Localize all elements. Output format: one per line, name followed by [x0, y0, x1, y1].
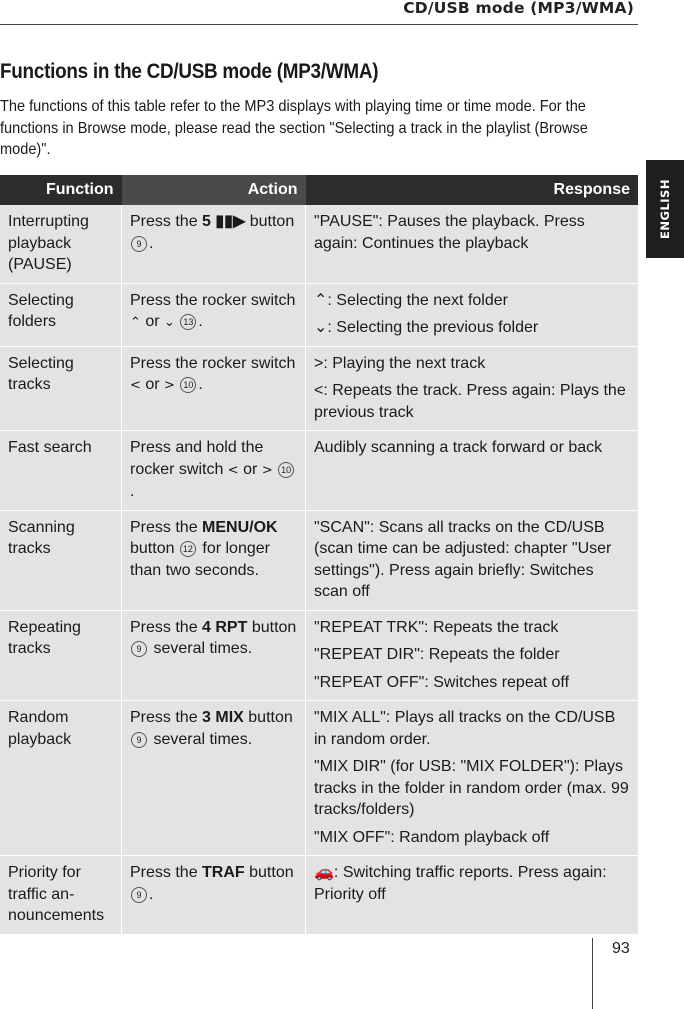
response-line: "SCAN": Scans all tracks on the CD/USB (scan time can be adjusted: chapter "User settings"). Press again briefly: Switches scan off — [314, 518, 612, 600]
header-action: Action — [122, 175, 306, 205]
response-line: >: Playing the next track — [314, 354, 486, 372]
button-key-label: 4 RPT — [202, 618, 248, 636]
response-cell — [306, 205, 639, 283]
response-cell — [306, 283, 639, 346]
callout-number: 9 — [131, 236, 147, 252]
action-cell: Press the 4 RPT button 9 several times. — [122, 610, 306, 701]
table-row — [0, 205, 638, 283]
section-title: Functions in the CD/USB mode (MP3/WMA) — [0, 60, 379, 83]
function-cell: Selecting tracks — [0, 346, 122, 431]
intro-paragraph: The functions of this table refer to the MP3 displays with playing time or time mode. For the functions in Browse mode, please read the section "Selecting a track in the playlist (Browse mode)". — [0, 98, 588, 158]
rocker-arrow-icon: > — [261, 462, 273, 478]
table-row — [0, 346, 638, 431]
response-line: "MIX OFF": Random playback off — [314, 828, 550, 846]
response-line: Audibly scanning a track forward or back — [314, 439, 603, 456]
function-cell: Selecting folders — [0, 283, 122, 346]
language-tab-label: ENGLISH — [658, 179, 672, 239]
response-cell — [306, 431, 639, 511]
function-cell: Interrupting playback (PAUSE) — [0, 205, 122, 283]
callout-number: 10 — [180, 377, 196, 393]
button-key-label: TRAF — [202, 864, 245, 881]
response-line: 🚗: Switching traffic reports. Press again: Priority off — [314, 864, 607, 903]
callout-number: 9 — [131, 887, 147, 903]
running-head — [0, 0, 638, 25]
rocker-arrow-icon: ⌄ — [164, 315, 175, 330]
response-line: "REPEAT DIR": Repeats the folder — [314, 646, 560, 663]
action-cell: Press the MENU/OK button 12 for longer than two seconds. — [122, 510, 306, 610]
callout-number: 10 — [278, 462, 294, 478]
response-cell — [306, 510, 639, 610]
header-function: Function — [0, 175, 122, 205]
action-cell: Press the 5 ▮▮▶ button 9 . — [122, 205, 306, 283]
header-response: Response — [306, 175, 639, 205]
function-cell: Scanning tracks — [0, 510, 122, 610]
callout-number: 9 — [131, 732, 147, 748]
action-cell: Press the TRAF button 9 . — [122, 856, 306, 935]
response-line: "PAUSE": Pauses the playback. Press again: Continues the playback — [314, 213, 585, 252]
rocker-arrow-icon: < — [227, 462, 239, 478]
response-line: <: Repeats the track. Press again: Plays the previous track — [314, 382, 626, 421]
callout-number: 12 — [180, 541, 196, 557]
table-row — [0, 431, 638, 511]
action-cell: Press the rocker switch ⌃ or ⌄ 13 . — [122, 283, 306, 346]
action-cell: Press the rocker switch < or > 10 . — [122, 346, 306, 431]
button-key-label: 3 MIX — [202, 709, 244, 726]
response-line: "MIX DIR" (for USB: "MIX FOLDER"): Plays tracks in the folder in random order (max. 99 tracks/folders) — [314, 758, 629, 818]
function-cell: Fast search — [0, 431, 122, 511]
table-row — [0, 610, 638, 701]
table-row — [0, 283, 638, 346]
response-line: ⌃: Selecting the next folder — [314, 291, 508, 309]
response-line: "REPEAT OFF": Switches repeat off — [314, 673, 570, 691]
response-line: "MIX ALL": Plays all tracks on the CD/USB in random order. — [314, 709, 616, 748]
response-cell — [306, 610, 639, 701]
function-cell: Repeating tracks — [0, 610, 122, 701]
rocker-arrow-icon: ⌃ — [130, 315, 141, 330]
callout-number: 13 — [180, 314, 196, 330]
language-tab — [646, 160, 684, 258]
action-cell: Press and hold the rocker switch < or > 10. — [122, 431, 306, 511]
function-cell: Random playback — [0, 701, 122, 856]
functions-table — [0, 175, 638, 935]
running-head-text: CD/USB mode (MP3/WMA) — [403, 0, 634, 17]
page-number: 93 — [612, 940, 630, 957]
response-line: ⌄: Selecting the previous folder — [314, 319, 539, 336]
page-number-rule — [592, 938, 593, 1009]
table-row — [0, 510, 638, 610]
rocker-arrow-icon: > — [164, 378, 175, 393]
button-key-label: 5 ▮▮▶ — [202, 213, 246, 230]
response-line: "REPEAT TRK": Repeats the track — [314, 618, 559, 636]
callout-number: 9 — [131, 641, 147, 657]
button-key-label: MENU/OK — [202, 518, 278, 536]
action-cell: Press the 3 MIX button 9 several times. — [122, 701, 306, 856]
rocker-arrow-icon: < — [130, 378, 141, 393]
function-cell: Priority for traffic an-nouncements — [0, 856, 122, 935]
table-header-row — [0, 175, 638, 205]
response-cell — [306, 346, 639, 431]
table-row — [0, 701, 638, 856]
table-row — [0, 856, 638, 935]
response-cell — [306, 856, 639, 935]
response-cell — [306, 701, 639, 856]
